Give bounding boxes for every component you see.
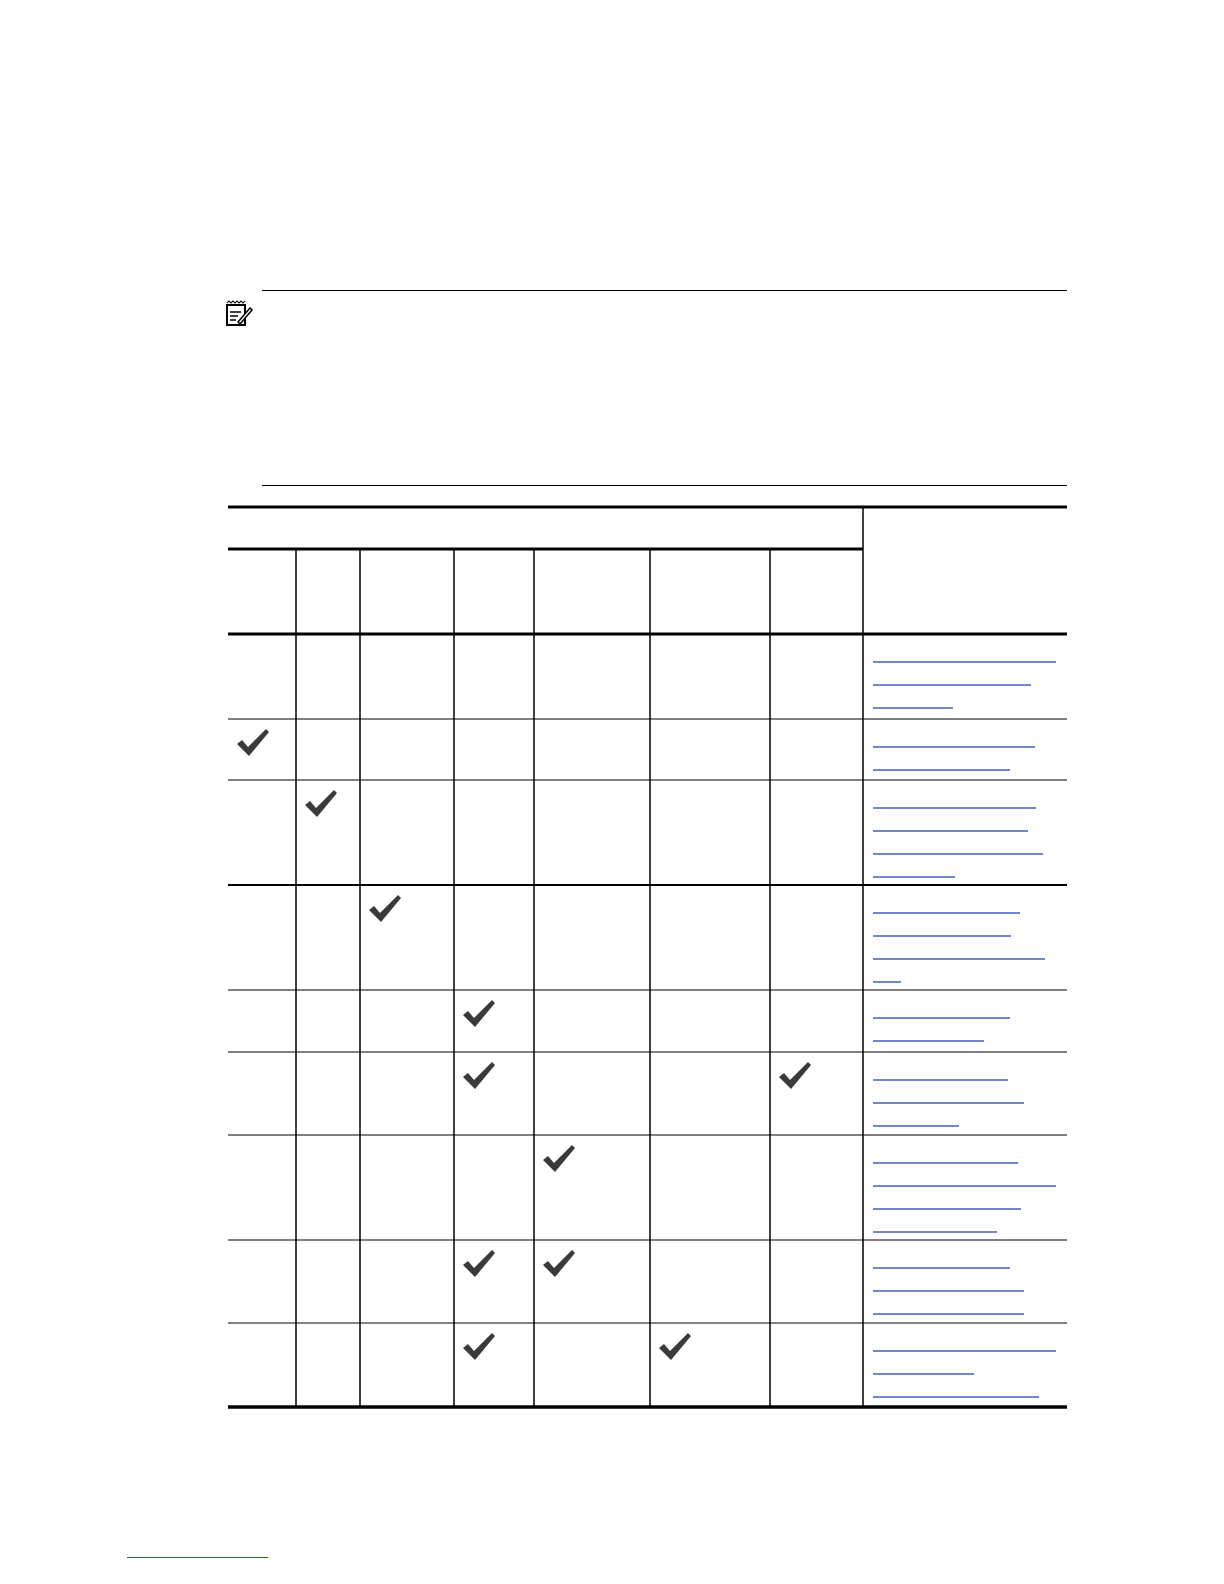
check-icon (463, 1250, 495, 1277)
compatibility-table (228, 505, 1067, 1409)
check-icon (779, 1062, 811, 1089)
check-icon (543, 1145, 575, 1172)
check-icon (305, 790, 337, 817)
note-bottom-rule (262, 485, 1067, 486)
footer-link-underline[interactable] (127, 1557, 268, 1558)
check-icon (463, 1062, 495, 1089)
check-icon (463, 1333, 495, 1360)
note-icon (224, 300, 254, 328)
note-top-rule (262, 290, 1067, 291)
check-icon (369, 895, 401, 922)
check-icon (463, 1000, 495, 1027)
check-icon (543, 1250, 575, 1277)
check-icon (237, 729, 269, 756)
table-grid (228, 505, 1067, 1409)
check-icon (659, 1333, 691, 1360)
